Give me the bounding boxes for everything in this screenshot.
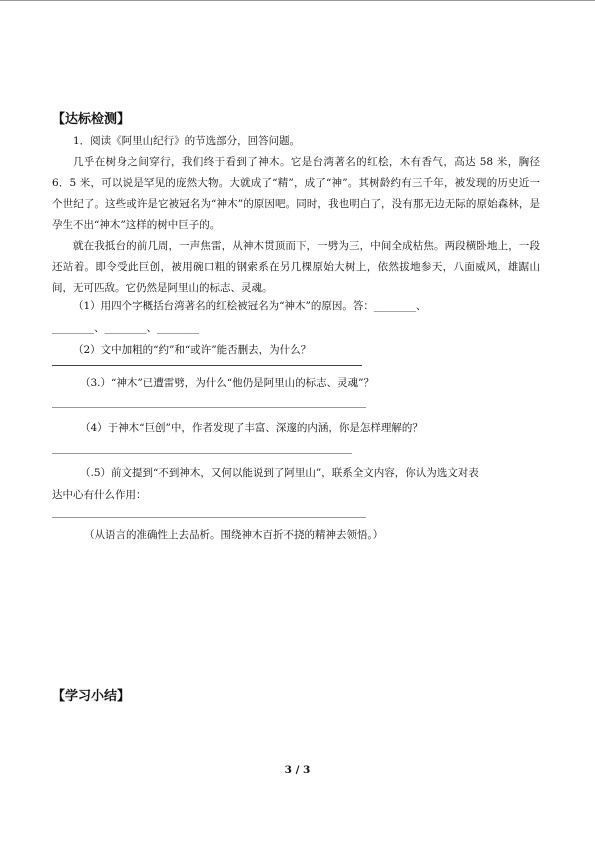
- summary-title: 【学习小结】: [52, 689, 131, 704]
- question-2: （2）文中加粗的“约”和“或许”能否删去，为什么？: [73, 344, 312, 356]
- question-1-line-2: ________、________、________: [52, 322, 199, 334]
- answer-line-5[interactable]: [52, 517, 366, 518]
- top-border: [0, 0, 595, 1]
- question-3: （3.）“神木”已遭雷劈，为什么“他仍是阿里山的标志、灵魂”？: [80, 377, 374, 389]
- question-1-intro: 1．阅读《阿里山纪行》的节选部分，回答问题。: [73, 135, 301, 147]
- answer-line-2[interactable]: [52, 365, 362, 366]
- passage-paragraph-2: 就在我抵台的前几周，一声焦雷，从神木贯顶而下，一劈为三，中间全成枯焦。两段横卧地上，一段还站着。即令受此巨创，被用碗口粗的钢索系在另几棵原始大树上，依然拔地参天，八面威风，雄踞山间，无可匹敌。它仍然是阿里山的标志、灵魂。: [52, 240, 540, 294]
- passage-paragraph-1: 几乎在树身之间穿行，我们终于看到了神木。它是台湾著名的红桧，木有香气，高达 58 米，胸径 6．5 米，可以说是罕见的庞然大物。大就成了“精”，成了“神”。其树龄约有三千年，被发现的历史近一个世纪了。这些或许是它被冠名为“神木”的原因吧。同时，我也明白了，没有那无边无际的原始森林，是孕生不出“神木”这样的树中巨子的。: [52, 156, 540, 231]
- question-5-line-2: 达中心有什么作用：: [52, 489, 147, 501]
- question-1-line-1: （1）用四个字概括台湾著名的红桧被冠名为“神木”的原因。答：________、: [73, 300, 427, 312]
- section-title: 【达标检测】: [52, 112, 131, 127]
- answer-line-4[interactable]: [52, 453, 352, 454]
- page-number: 3 / 3: [284, 764, 311, 776]
- answer-line-3[interactable]: [52, 407, 366, 408]
- question-5-line-1: （.5）前文提到“不到神木，又何以能说到了阿里山”，联系全文内容，你认为选文对表: [80, 467, 479, 479]
- hint-text: （从语言的准确性上去品析。围绕神木百折不挠的精神去领悟。）: [84, 529, 384, 541]
- question-4: （4）于神木“巨创”中，作者发现了丰富、深邃的内涵，你是怎样理解的？: [80, 422, 423, 434]
